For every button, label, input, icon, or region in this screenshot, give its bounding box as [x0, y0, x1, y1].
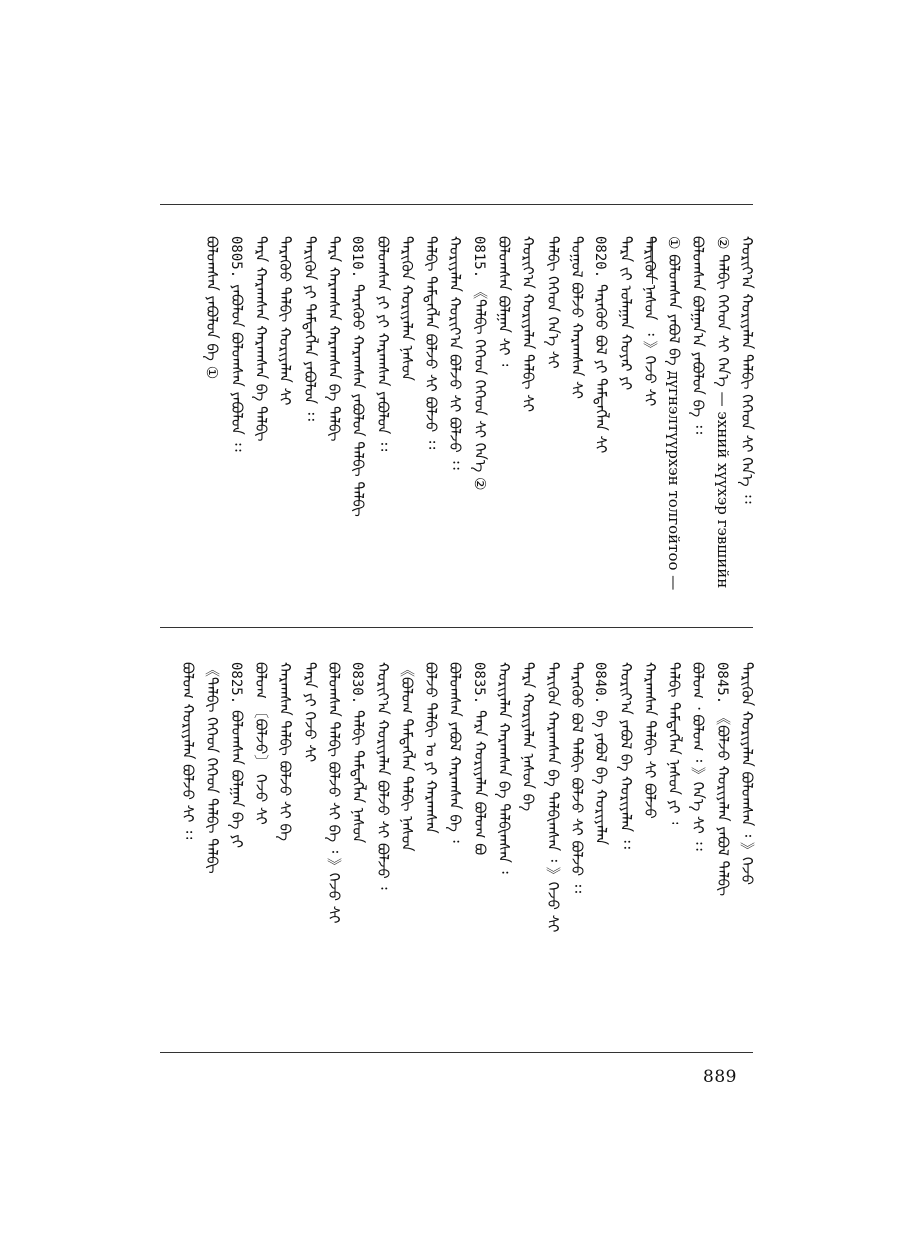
text-column: [348, 662, 367, 843]
line-text: 《ᠪᠣᠯᠵᠤ ᠬᠤᠷᠢᠶᠠᠯᠠᠨ ᠶᠠᠪᠤᠯ ᠲᠠᠯᠪᠢ: [713, 710, 732, 897]
text-column: [665, 236, 683, 590]
line-text: ᠪᠣᠯᠣᠭᠰᠠᠨ ᠶᠠᠪᠤᠯ ᠬᠠᠷᠠᠭᠰᠠᠨ ᠪᠠ ᠄: [446, 662, 465, 843]
line-text: ᠪᠣᠯᠣᠭ ᠬᠤᠷᠢᠶᠠᠯᠠᠨ ᠪᠣᠯᠵᠤ ᠰᠢ ᠄᠄: [179, 662, 198, 840]
line-text: ᠲᠠᠯᠪᠢ ᠲᠡᠮᠳᠡᠭᠯᠡᠨ ᠨᠠᠰᠤᠨ: [349, 710, 368, 844]
text-column: [276, 236, 294, 405]
text-column: [689, 662, 707, 851]
line-text: ᠬᠤᠷᠢᠶ᠎ᠠ ᠶᠠᠪᠤᠯ ᠪᠠ ᠬᠤᠷᠢᠶᠠᠯᠠᠨ ᠄᠄: [616, 662, 635, 849]
text-column: [374, 236, 392, 451]
text-column: [227, 662, 246, 848]
line-text: ᠬᠤᠷᠢᠶ᠎ᠠ ᠬᠤᠷᠢᠶᠠᠯᠠᠨ ᠪᠣᠯᠵᠤ ᠰᠢ ᠪᠣᠯᠵᠤ ᠄: [373, 662, 392, 890]
line-text: ᠲᠡᠷᠡ ᠬᠤᠷᠢᠶᠠᠯᠠᠨ ᠪᠣᠯᠣᠭ ᠪᠣ: [470, 710, 489, 856]
text-column: [446, 236, 464, 470]
line-number: 0830.: [349, 662, 366, 705]
line-text: ᠪᠣᠯᠣᠭᠰᠠᠨ ᠶᠠᠪᠤᠯᠤᠨ ᠪᠠ ①: [203, 236, 222, 380]
line-text: ᠪᠣᠯᠵᠤ ᠲᠠᠯᠪᠢ ᠣ ᠶᠢ ᠬᠠᠷᠠᠭᠰᠠᠨ: [422, 662, 441, 834]
text-column: [568, 236, 586, 399]
line-text: ᠲᠡᠷᠡᠭᠦᠦ ᠬᠠᠷᠠᠭᠰᠠᠨ ᠶᠠᠪᠤᠯᠤᠨ ᠲᠠᠯᠪᠢ ᠲᠠᠯᠪᠢ: [349, 284, 368, 517]
text-column: [422, 662, 440, 834]
line-text: ᠲᠡᠷᠡ ᠵᠢ ᠤᠯᠠᠭᠠᠨ ᠬᠣᠶᠠᠷ ᠶᠢ: [616, 236, 635, 391]
line-text: ᠪᠠ ᠶᠠᠪᠤᠯ ᠪᠠ ᠬᠤᠷᠢᠶᠠᠯᠠᠨ: [592, 710, 611, 846]
line-number: 0815.: [470, 236, 487, 279]
text-column: [591, 662, 610, 845]
line-text: ᠬᠤᠷᠢᠶ᠎ᠠ ᠬᠤᠷᠢᠶᠠᠯᠠᠨ ᠲᠠᠯᠪᠢ ᠭᠡᠭᠡᠳ ᠰᠢ ᠭᠡᠨ᠎ᠡ ᠄᠄: [738, 236, 756, 504]
line-text: ᠲᠡᠷᠢᠭᠦᠨ ᠬᠤᠷᠢᠶᠠᠯᠠᠨ ᠨᠠᠰᠤᠨ: [397, 236, 416, 381]
line-text: ② ᠲᠠᠯᠪᠢ ᠭᠡᠭᠡᠳ ᠰᠢ ᠭᠡᠨ᠎ᠡ — эхний хүүхэр гэвшийн: [713, 236, 732, 589]
line-text: ᠪᠣᠯᠣᠭ ᠂ ᠪᠣᠯᠣᠭ ᠄ 》ᠭᠡᠨ᠎ᠡ ᠰᠢ ᠄᠄: [689, 662, 708, 851]
text-column: [446, 662, 464, 843]
line-text: ᠲᠣᠭᠣᠯ ᠪᠣᠯᠵᠤ ᠬᠠᠷᠠᠭᠰᠠᠨ ᠰᠢ: [567, 236, 586, 399]
line-text: ᠲᠡᠷᠡᠭᠦᠦ ᠪᠣᠯ ᠶᠢ ᠲᠡᠮᠳᠡᠭᠯᠡᠨ ᠰᠢ: [592, 284, 611, 454]
line-number: 0805.: [227, 236, 244, 279]
text-column: [301, 236, 319, 421]
text-column: [374, 662, 392, 890]
text-column: [689, 236, 707, 434]
line-text: ᠲᠡᠷᠢᠭᠦᠨ ᠨᠠᠰᠤᠨ ᠎᠎ ᠄ 》ᠭᠡᠵᠦ ᠰᠢ: [640, 236, 659, 407]
line-text: ᠬᠤᠷᠢᠶ᠎ᠠ ᠬᠤᠷᠢᠶᠠᠯᠠᠨ ᠲᠠᠯᠪᠢ ᠰᠢ: [519, 236, 538, 412]
text-column: [276, 662, 294, 841]
text-column: [641, 662, 659, 819]
line-text: 《ᠪᠣᠯᠣᠭ ᠲᠡᠮᠳᠡᠭᠯᠡᠨ ᠲᠠᠯᠪᠢ ᠨᠠᠰᠤᠨ: [397, 662, 416, 852]
text-column: [738, 662, 756, 885]
text-column: [495, 236, 513, 366]
text-column: [470, 236, 489, 490]
line-text: ᠪᠣᠯᠣᠭᠰᠠᠨ ᠶᠢ ᠶᠢ ᠬᠠᠷᠠᠭᠰᠠᠨ ᠶᠠᠪᠤᠯᠤᠨ ᠄᠄: [373, 236, 392, 452]
line-text: ᠪᠣᠯᠣᠭᠰᠠᠨ ᠪᠣᠯᠭᠠᠨ᠎ᠠ ᠶᠠᠪᠤᠯᠤᠨ ᠪᠠ ᠄᠄: [689, 236, 708, 435]
line-text: ᠪᠣᠯᠣᠭ 〔ᠪᠣᠯᠵᠤ〕 ᠭᠡᠵᠦ ᠰᠢ: [252, 662, 270, 825]
line-text: ① ᠪᠤᠯᠤᠭᠰᠠᠨ ᠶᠠᠪᠤᠯ ᠪᠠ дүгнэлтүүрхэн толгойтоо —: [665, 236, 684, 591]
text-column: [641, 236, 659, 406]
line-number: 0825.: [227, 662, 244, 705]
text-column: [495, 662, 513, 874]
text-column: [519, 662, 537, 811]
text-column: [203, 236, 221, 379]
line-number: 0810.: [349, 236, 366, 279]
line-text: ᠲᠡᠷᠡ ᠬᠠᠷᠠᠭᠰᠠᠨ ᠬᠠᠷᠠᠭᠰᠠᠨ ᠪᠠ ᠲᠠᠯᠪᠢ: [324, 236, 343, 442]
text-column: [398, 236, 416, 381]
text-column: [470, 662, 489, 855]
line-text: ᠲᠡᠷᠢᠭᠦᠨ ᠬᠠᠷᠠᠭᠰᠠᠨ ᠪᠠ ᠲᠠᠯᠪᠢᠭᠰᠠᠨ ᠄ 》ᠭᠡᠵᠦ ᠰᠢ: [543, 662, 562, 933]
line-number: 0845.: [713, 662, 730, 705]
text-column: [544, 236, 562, 369]
line-text: 《ᠲᠠᠯᠪᠢ ᠭᠡᠭᠡᠳ ᠭᠡᠭᠡᠳ ᠰᠢ ᠭᠡᠨ᠎ᠡ ②: [470, 284, 489, 491]
line-text: ᠲᠡᠷᠢᠭᠦᠨ ᠶᠢ ᠲᠡᠮᠳᠡᠭᠯᠡᠨ ᠶᠠᠪᠤᠯᠤᠨ ᠄᠄: [300, 236, 319, 421]
line-text: ᠲᠡᠷᠡᠭᠦᠦ ᠪᠣᠯ ᠲᠠᠯᠪᠢ ᠪᠣᠯᠵᠤ ᠰᠢ ᠪᠣᠯᠵᠤ ᠄᠄: [567, 662, 586, 894]
line-text: ᠬᠤᠷᠢᠶᠠᠯᠠᠨ ᠬᠤᠷᠢᠶ᠎ᠠ ᠪᠣᠯᠵᠤ ᠰᠢ ᠪᠣᠯᠵᠤ ᠄᠄: [446, 236, 465, 470]
text-column: [422, 236, 440, 449]
line-text: ᠶᠠᠪᠤᠯᠤᠨ ᠪᠣᠯᠣᠭᠰᠠᠨ ᠶᠠᠪᠤᠯᠤᠨ ᠄᠄: [227, 284, 246, 452]
text-column: [568, 662, 586, 893]
line-text: ᠪᠣᠯᠣᠭᠰᠠᠨ ᠪᠣᠯᠭᠠᠨ ᠪᠠ ᠶᠢ: [227, 710, 246, 849]
top-rule: [160, 204, 753, 205]
middle-rule: [160, 627, 753, 628]
line-text: ᠪᠣᠯᠣᠭᠰᠠᠨ ᠲᠠᠯᠪᠢ ᠪᠣᠯᠵᠤ ᠰᠢ ᠪᠠ ᠄ 》ᠭᠡᠵᠦ ᠰᠢ: [324, 662, 343, 924]
line-text: 《ᠲᠠᠯᠪᠢ ᠭᠡᠭᠡᠳ ᠭᠡᠭᠡᠳ ᠲᠠᠯᠪᠢ ᠲᠠᠯᠪᠢ: [203, 662, 222, 874]
text-column: [714, 236, 732, 588]
page-number: 889: [703, 1067, 737, 1087]
line-number: 0820.: [592, 236, 609, 279]
text-column: [325, 236, 343, 441]
line-text: ᠲᠠᠯᠪᠢ ᠲᠡᠮᠳᠡᠭᠯᠡᠨ ᠪᠣᠯᠵᠤ ᠰᠢ ᠪᠣᠯᠵᠤ ᠄᠄: [422, 236, 441, 450]
line-text: ᠬᠤᠷᠢᠶᠠᠯᠠᠨ ᠬᠠᠷᠠᠭᠰᠠᠨ ᠪᠠ ᠲᠠᠯᠪᠢᠭᠰᠠᠨ ᠄: [495, 662, 513, 874]
text-column: [203, 662, 221, 874]
line-text: ᠪᠣᠯᠣᠭᠰᠠᠨ ᠪᠣᠯᠭᠠᠨ ᠰᠢ ᠄: [495, 236, 513, 367]
text-column: [544, 662, 562, 932]
text-column: [398, 662, 416, 852]
text-column: [325, 662, 343, 923]
line-text: ᠬᠠᠷᠠᠭᠰᠠᠨ ᠲᠠᠯᠪᠢ ᠰᠢ ᠪᠣᠯᠵᠤ: [640, 662, 659, 819]
line-number: 0840.: [592, 662, 609, 705]
text-column: [252, 662, 270, 825]
line-number: 0835.: [470, 662, 487, 705]
text-column: [519, 236, 537, 412]
text-column: [348, 236, 367, 517]
line-text: ᠬᠠᠷᠠᠭᠰᠠᠨ ᠲᠠᠯᠪᠢ ᠪᠣᠯᠵᠤ ᠰᠢ ᠪᠠ: [276, 662, 295, 842]
text-column: [713, 662, 732, 896]
text-column: [617, 236, 635, 390]
line-text: ᠲᠡᠷᠡ ᠬᠤᠷᠢᠶᠠᠯᠠᠨ ᠨᠠᠰᠤᠨ ᠪᠠ: [519, 662, 538, 812]
text-column: [227, 236, 246, 452]
text-column: [252, 236, 270, 441]
text-column: [738, 236, 756, 504]
line-text: ᠲᠡᠷᠡ ᠶᠢ ᠭᠡᠵᠦ ᠰᠢ: [300, 662, 319, 763]
line-text: ᠲᠠᠯᠪᠢ ᠲᠡᠮᠳᠡᠭᠯᠡᠨ ᠨᠠᠰᠤᠨ ᠶᠢ ᠄: [665, 662, 684, 825]
line-text: ᠲᠠᠯᠪᠢ ᠭᠡᠭᠡᠳ ᠭᠡᠨ᠎ᠡ ᠰᠢ: [543, 236, 562, 369]
bottom-rule: [160, 1052, 753, 1053]
line-text: ᠲᠡᠷᠡ ᠬᠠᠷᠠᠭᠰᠠᠨ ᠬᠠᠷᠠᠭᠰᠠᠨ ᠪᠠ ᠲᠠᠯᠪᠢ: [252, 236, 270, 442]
line-text: ᠲᠡᠷᠡᠭᠦᠦ ᠲᠠᠯᠪᠢ ᠬᠤᠷᠢᠶᠠᠯᠠᠨ ᠰᠢ: [276, 236, 295, 406]
text-column: [665, 662, 683, 824]
text-column: [301, 662, 319, 762]
text-column: [179, 662, 197, 839]
text-column: [617, 662, 635, 849]
line-text: ᠲᠡᠷᠢᠭᠦᠨ ᠬᠤᠷᠢᠶᠠᠯᠠᠨ ᠪᠣᠯᠣᠭᠰᠠᠨ ᠄ 》ᠭᠡᠵᠦ: [738, 662, 756, 886]
text-column: [591, 236, 610, 453]
